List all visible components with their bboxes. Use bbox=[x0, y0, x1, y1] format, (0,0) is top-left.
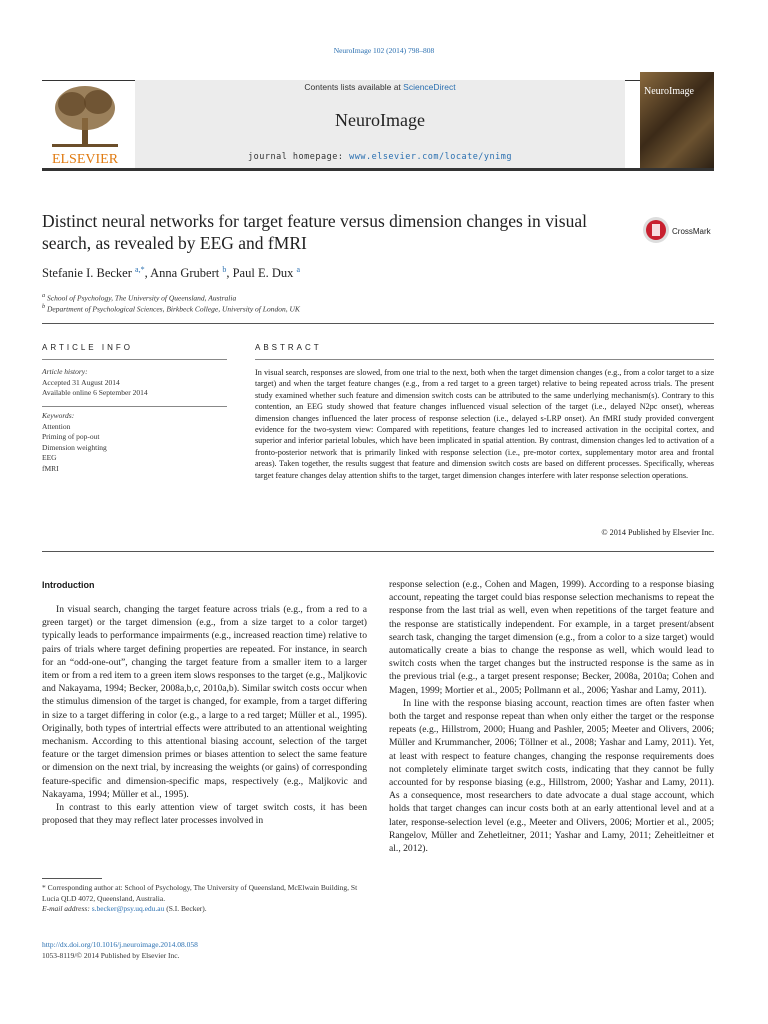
abstract-text: In visual search, responses are slowed, from one trial to the next, both when the target dimension changes (e.g., from a color target to a size target) and when the target feature changes (e.g., from a red target to a green target) relative to being repeated across trials. The present study examined whether such feature and dimension switch costs can be attributed to the same underlying mechanism(s). Contrary to this contention, an EEG study showed that feature changes influenced visual selection of the target (i.e., delayed N2pc onset), whereas dimension changes influenced the later process of response selection (i.e., delayed s-LRP onset). An fMRI study provided convergent evidence for the two-system view: Compared with repetitions, feature changes led to increased activation in the occipital cortex, and superior and inferior parietal lobules, which have been implicated in spatial attention. By contrast, dimension changes led to activation of a fronto-posterior network that is primarily linked with response selection (i.e., pre-motor cortex, supplementary motor area and frontal areas). Taken together, the results suggest that feature and dimension switch costs are based on different processes. Specifically, whereas target feature changes delay attention shifts to the target, target dimension changes interfere with later response selection operations. bbox=[255, 368, 714, 480]
paragraph: In contrast to this early attention view of target switch costs, it has been proposed that they may reflect later processes involved in bbox=[42, 802, 367, 827]
history-label: Article history: bbox=[42, 367, 88, 376]
abstract-heading: ABSTRACT bbox=[255, 343, 322, 352]
keyword: Attention bbox=[42, 421, 71, 431]
affiliation-a: $^a$ School of Psychology, The University of Queensland, Australia bbox=[42, 292, 237, 303]
sciencedirect-link[interactable]: ScienceDirect bbox=[403, 82, 456, 92]
contents-prefix: Contents lists available at bbox=[304, 82, 404, 92]
corresponding-author-footnote bbox=[42, 883, 372, 915]
divider bbox=[42, 359, 227, 360]
homepage-link[interactable]: www.elsevier.com/locate/ynimg bbox=[349, 152, 513, 162]
online-date: Available online 6 September 2014 bbox=[42, 388, 148, 397]
crossmark-label: CrossMark bbox=[672, 227, 711, 236]
author-sup[interactable]: b bbox=[222, 265, 227, 274]
article-history bbox=[42, 367, 232, 399]
journal-name: NeuroImage bbox=[335, 110, 425, 130]
body-right-column bbox=[389, 578, 714, 855]
homepage-prefix: journal homepage: bbox=[247, 152, 350, 162]
crossmark-badge[interactable] bbox=[642, 215, 722, 245]
elsevier-logo bbox=[42, 80, 132, 168]
paragraph: In visual search, changing the target feature across trials (e.g., from a red to a green target) or the target dimension (e.g., from a size target to a color target) typically leads to performance impairments (e.g., increased reaction time) relative to pairs of trials where target defining properties are repeated. For instance, in search for an “odd-one-out”, changing the target feature from a smaller item to a larger item or from a red item to a green item slows responses to the target (e.g., Maljkovic and Nakayama, 1994; Becker, 2008a,b,c, 2010a,b). Similar switch costs occur when the stimulus dimension of the target is changed, for example, from a target differing in size to a target differing in color (e.g., a large to a red target; Müller et al., 1995). Originally, both types of intertrial effects were attributed to an attentional weighting mechanism. According to this attentional biasing account, selection of the target feature or the target dimension primes or biases attention to select the same feature or dimension on the next trial, by increasing the weights (or gains) of corresponding feature-specific and dimension-specific maps, respectively (e.g., Maljkovic and Nakayama, 1994; Müller et al., 1995). bbox=[42, 604, 367, 800]
header-bottom-rule bbox=[42, 168, 714, 171]
email-line: E-mail address: s.becker@psy.uq.edu.au (S.I. Becker). bbox=[42, 904, 207, 913]
divider bbox=[255, 359, 714, 360]
section-title: Introduction bbox=[42, 580, 95, 590]
article-title: Distinct neural networks for target feature versus dimension changes in visual search, as revealed by EEG and fMRI bbox=[42, 211, 587, 253]
affiliation-b: $^b$ Department of Psychological Sciences, Birkbeck College, University of London, UK bbox=[42, 303, 300, 314]
elsevier-wordmark: ELSEVIER bbox=[51, 152, 119, 167]
footnote-rule bbox=[42, 878, 102, 879]
divider bbox=[42, 551, 714, 552]
journal-homepage bbox=[135, 152, 625, 162]
divider bbox=[42, 406, 227, 407]
keyword: Priming of pop-out bbox=[42, 432, 100, 441]
doi-link[interactable]: http://dx.doi.org/10.1016/j.neuroimage.2014.08.058 bbox=[42, 940, 198, 949]
keywords-label: Keywords: bbox=[42, 411, 75, 420]
paragraph: response selection (e.g., Cohen and Magen, 1999). According to a response biasing account, repeating the target could bias response selection mechanisms to repeat the response from the last trial as well, even when repetitions of the target feature and the response are statistically independent. For example, in a target present/absent search task, changing the target dimension (e.g., from a color to a size target) would automatically create a bias to change the response as well, which would lead to switch costs when the target changes but the instructed response is the same as in the previous trial (e.g., a target present response; Becker, 2008a, 2010a; Cohen and Magen, 1999; Mortier et al., 2005; Pollmann et al., 2006; Yashar and Lamy, 2011). bbox=[389, 579, 714, 696]
issn-line: 1053-8119/© 2014 Published by Elsevier Inc. bbox=[42, 950, 180, 960]
publication-info bbox=[42, 940, 198, 961]
paragraph: In line with the response biasing account, reaction times are often faster when both the target and response repeat than when only either the target or the response repeats (e.g., Hillstrom, 2000; Huang and Pashler, 2005; Meeter and Olivers, 2006; Müller and Krummancher, 2006; Töllner et al., 2008; Yashar and Lamy, 2011). Yet, at least with respect to feature changes, changing the response requirements does not completely eliminate target switch costs, indicating that they cannot be fully accounted for by response biasing (e.g., Hillstrom, 2000; Yashar and Lamy, 2011). As a consequence, most researchers to date advocate a dual stage account, which holds that target changes can incur costs both at an early attentional level and at a later, response-selection level (e.g., Meeter and Olivers, 2006; Mortier et al., 2005; Rangelov, Müller and Zehetleitner, 2011; Yashar and Lamy, 2011; Zeheitleitner et al., 2012). bbox=[389, 697, 714, 855]
email-link[interactable]: s.becker@psy.uq.edu.au bbox=[91, 904, 165, 913]
author-sup[interactable]: a bbox=[296, 265, 301, 274]
author-name: Anna Grubert bbox=[150, 266, 220, 281]
contents-line bbox=[135, 82, 625, 92]
author-sup[interactable]: a,* bbox=[135, 265, 145, 274]
journal-citation[interactable]: NeuroImage 102 (2014) 798–808 bbox=[333, 46, 435, 55]
author-list: Stefanie I. Becker $^{a,*}$, Anna Grubert $^b$, Paul E. Dux $^a$ bbox=[42, 265, 301, 281]
accepted-date: Accepted 31 August 2014 bbox=[42, 377, 120, 387]
footnote-text: * Corresponding author at: School of Psychology, The University of Queensland, McElwain Building, St Lucia QLD 4072, Queensland, Australia. bbox=[42, 883, 358, 903]
journal-cover-image bbox=[640, 72, 714, 168]
keyword: EEG bbox=[42, 453, 57, 462]
body-left-column bbox=[42, 603, 367, 827]
divider bbox=[42, 323, 714, 324]
author-name: Paul E. Dux bbox=[232, 266, 294, 281]
keyword: fMRI bbox=[42, 463, 59, 473]
keyword: Dimension weighting bbox=[42, 442, 107, 452]
keywords bbox=[42, 411, 232, 474]
cover-title: NeuroImage bbox=[644, 86, 694, 97]
author-name: Stefanie I. Becker bbox=[42, 266, 132, 281]
copyright: © 2014 Published by Elsevier Inc. bbox=[601, 528, 714, 537]
article-info-heading: ARTICLE INFO bbox=[42, 343, 133, 352]
